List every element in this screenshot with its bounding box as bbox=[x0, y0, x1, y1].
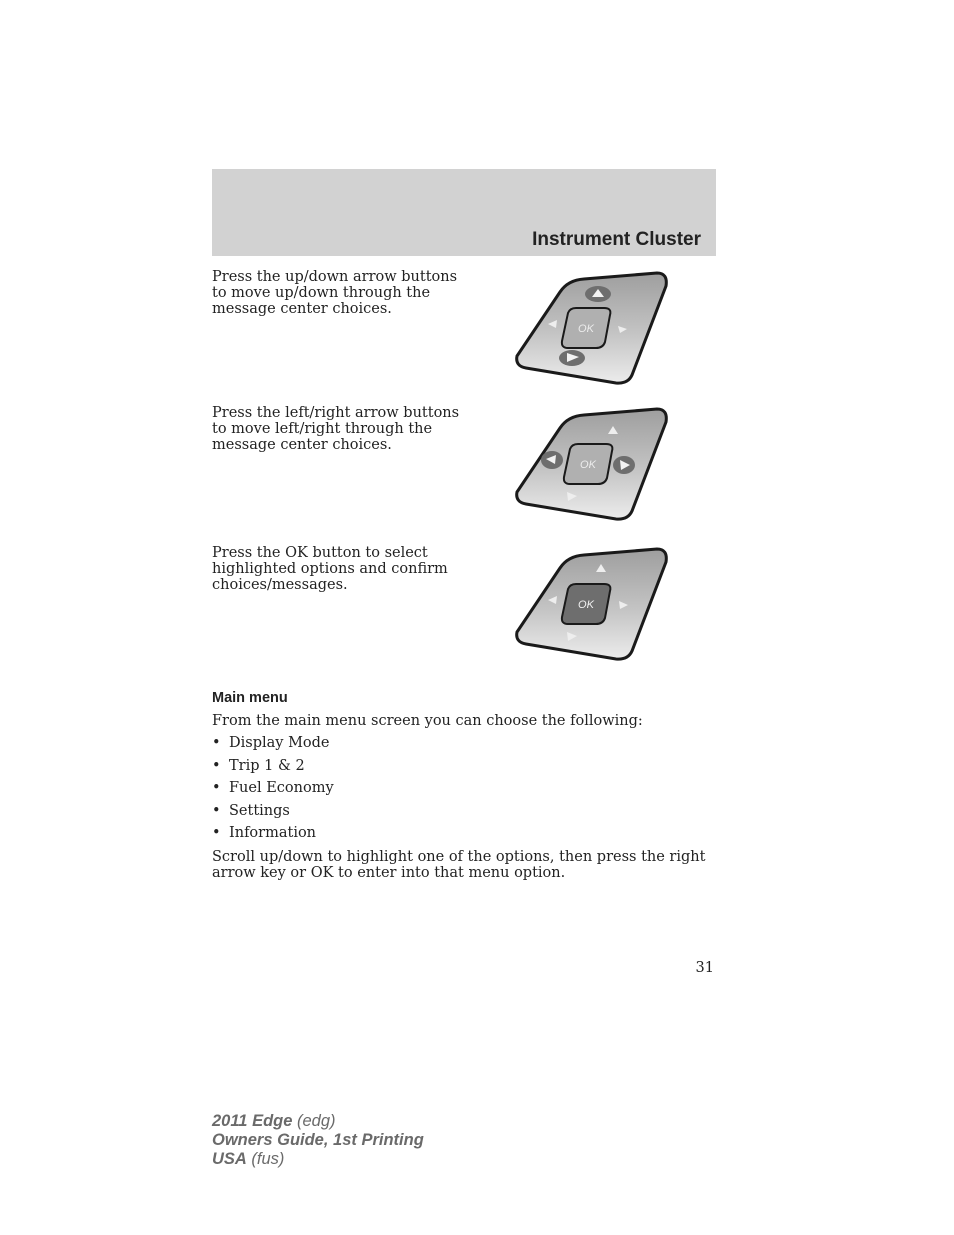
section-header-band bbox=[212, 169, 716, 256]
list-item-label: Information bbox=[229, 825, 317, 842]
bullet-icon: • bbox=[212, 780, 221, 797]
section-title: Instrument Cluster bbox=[532, 229, 701, 250]
control-pad-left-right-diagram bbox=[512, 406, 672, 526]
document-footer bbox=[212, 1112, 424, 1169]
instruction-up-down: Press the up/down arrow buttons to move up/down through the message center choices. bbox=[212, 269, 458, 317]
instruction-left-right: Press the left/right arrow buttons to move left/right through the message center choices. bbox=[212, 405, 460, 453]
footer-market-code: (fus) bbox=[246, 1150, 285, 1168]
footer-model: 2011 Edge bbox=[212, 1112, 293, 1130]
bullet-icon: • bbox=[212, 757, 221, 774]
bullet-icon: • bbox=[212, 735, 221, 751]
list-item-label: Fuel Economy bbox=[229, 780, 334, 797]
bullet-icon: • bbox=[212, 825, 221, 842]
main-menu-intro: From the main menu screen you can choose the following: bbox=[212, 713, 643, 729]
list-item bbox=[212, 735, 334, 758]
ok-label: OK bbox=[578, 323, 594, 335]
footer-market: USA bbox=[212, 1150, 247, 1168]
control-pad-ok-diagram bbox=[512, 546, 672, 666]
main-menu-outro: Scroll up/down to highlight one of the options, then press the right arrow key or OK to enter into that menu option. bbox=[212, 849, 706, 881]
footer-model-code: (edg) bbox=[292, 1112, 336, 1130]
list-item-label: Trip 1 & 2 bbox=[229, 757, 305, 774]
main-menu-options-list bbox=[212, 735, 334, 848]
footer-guide-edition: Owners Guide, 1st Printing bbox=[212, 1131, 424, 1149]
bullet-icon: • bbox=[212, 802, 221, 819]
list-item bbox=[212, 825, 334, 848]
page-number: 31 bbox=[695, 960, 714, 976]
list-item-label: Settings bbox=[229, 802, 290, 819]
list-item-label: Display Mode bbox=[229, 735, 330, 751]
ok-label: OK bbox=[580, 459, 596, 471]
list-item bbox=[212, 780, 334, 803]
instruction-ok: Press the OK button to select highlighted options and confirm choices/messages. bbox=[212, 545, 448, 593]
list-item bbox=[212, 758, 334, 781]
ok-label: OK bbox=[578, 599, 594, 611]
main-menu-heading: Main menu bbox=[212, 690, 288, 706]
control-pad-up-down-diagram bbox=[512, 270, 672, 390]
list-item bbox=[212, 803, 334, 826]
